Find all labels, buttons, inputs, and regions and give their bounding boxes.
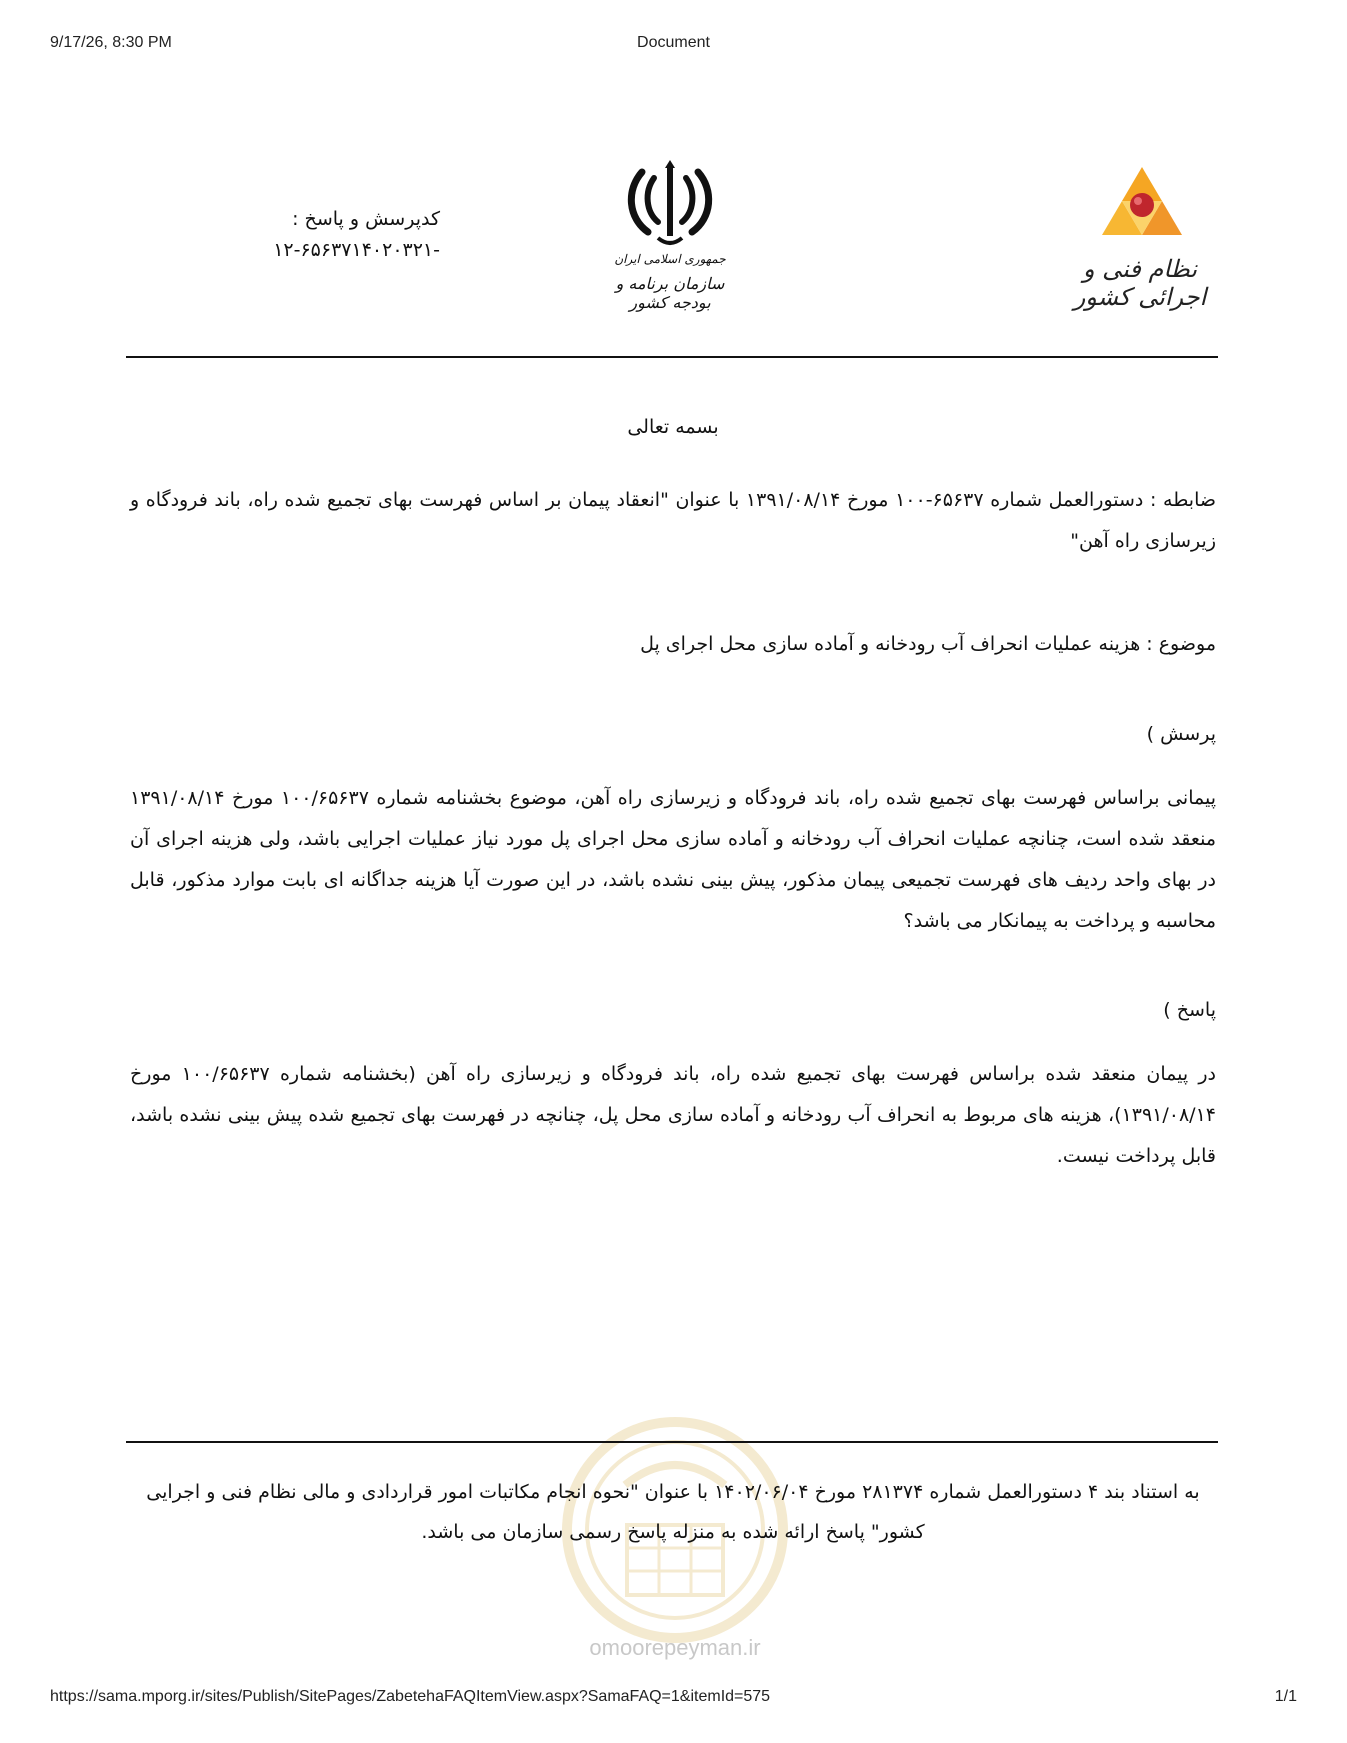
footer-note: به استناد بند ۴ دستورالعمل شماره ۲۸۱۳۷۴ مورخ ۱۴۰۲/۰۶/۰۴ با عنوان "نحوه انجام مکاتبات امور قراردادی و مالی نظام فنی و اجرایی کشور" پاسخ ارائه شده به منزله پاسخ رسمی سازمان می باشد. [146, 1481, 1200, 1543]
subject-line: موضوع : هزینه عملیات انحراف آب رودخانه و آماده سازی محل اجرای پل [640, 633, 1216, 655]
nezam-logo-caption: نظام فنی و اجرائی کشور [1073, 255, 1207, 311]
nezam-logo-icon [1100, 165, 1184, 241]
zabeteh-paragraph: ضابطه : دستورالعمل شماره ۶۵۶۳۷-۱۰۰ مورخ ۱۳۹۱/۰۸/۱۴ با عنوان "انعقاد پیمان بر اساس فهرست بهای تجمیع شده راه، باند فرودگاه و زیرسازی راه آهن" [130, 489, 1217, 552]
footer-divider [126, 1441, 1218, 1443]
print-header [50, 34, 1297, 56]
question-heading: پرسش ) [1146, 723, 1216, 745]
print-datetime: 9/17/26, 8:30 PM [50, 34, 172, 51]
basmala: بسمه تعالی [627, 416, 719, 438]
answer-text: در پیمان منعقد شده براساس فهرست بهای تجمیع شده راه، باند فرودگاه و زیرسازی راه آهن (بخشنامه شماره ۱۰۰/۶۵۶۳۷ مورخ ۱۳۹۱/۰۸/۱۴)، هزینه های مربوط به انحراف آب رودخانه و آماده سازی محل پل، چنانچه در فهرست بهای تجمیع شده پیش بینی نشده باشد، قابل پرداخت نیست. [130, 1063, 1216, 1167]
watermark-text: omoorepeyman.ir [589, 1635, 761, 1660]
faq-code-value: -۱۲-۶۵۶۳۷۱۴۰۲۰۳۲۱ [273, 239, 440, 261]
print-page-number: 1/1 [1274, 1688, 1297, 1705]
print-title: Document [637, 34, 710, 51]
emblem-line-1: جمهوری اسلامی ایران [614, 252, 726, 266]
print-url[interactable]: https://sama.mporg.ir/sites/Publish/SitePages/ZabetehaFAQItemView.aspx?SamaFAQ=1&itemId=575 [50, 1688, 771, 1705]
header-divider [126, 356, 1218, 358]
faq-code-block [220, 205, 440, 265]
print-footer [50, 1688, 1297, 1710]
emblem-line-2: سازمان برنامه و بودجه کشور [615, 274, 725, 312]
nezam-logo [1060, 165, 1220, 315]
iran-emblem-icon [622, 160, 718, 250]
question-text: پیمانی براساس فهرست بهای تجمیع شده راه، باند فرودگاه و زیرسازی راه آهن، موضوع بخشنامه شماره ۱۰۰/۶۵۶۳۷ مورخ ۱۳۹۱/۰۸/۱۴ منعقد شده است، چنانچه عملیات انحراف آب رودخانه و آماده سازی محل اجرای پل مورد نیاز عملیات اجرایی باشد، ولی هزینه اجرای آن در بهای واحد ردیف های فهرست تجمیعی پیمان مذکور، پیش بینی نشده باشد، در این صورت آیا هزینه جداگانه ای بابت موارد مذکور، قابل محاسبه و پرداخت به پیمانکار می باشد؟ [130, 787, 1216, 932]
answer-heading: پاسخ ) [1163, 999, 1216, 1021]
faq-code-label: کدپرسش و پاسخ : [292, 208, 440, 230]
iran-emblem [600, 160, 740, 320]
